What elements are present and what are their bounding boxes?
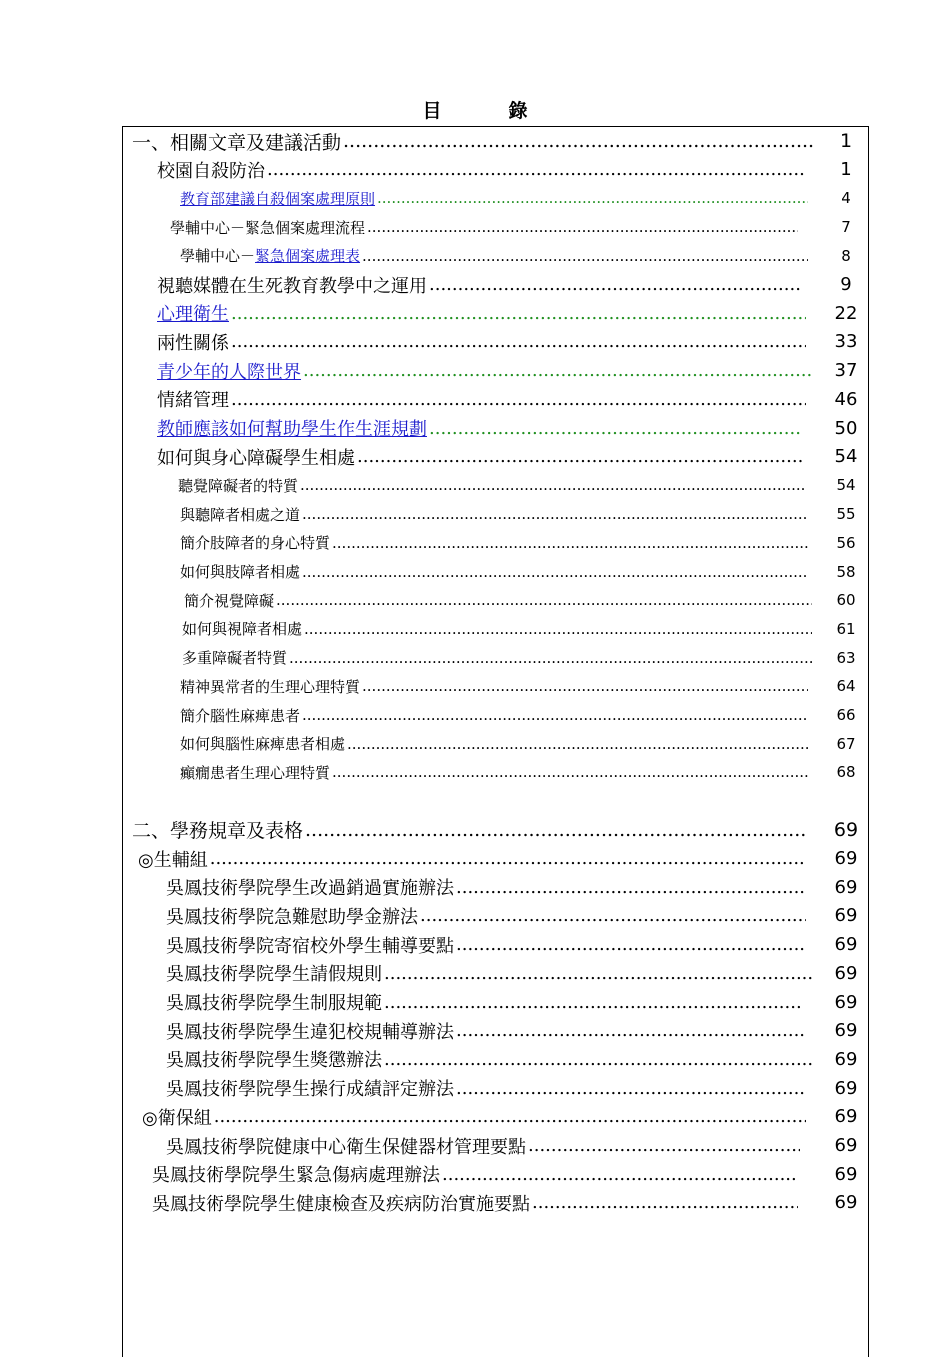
toc-page-number: 69 <box>834 1106 858 1128</box>
toc-entry-page-row <box>0 1189 950 1217</box>
toc-entry-text: 吳鳳技術學院學生操行成績評定辦法 <box>166 1079 454 1101</box>
toc-page-number: 69 <box>834 1192 858 1214</box>
toc-entry-page-row <box>0 357 950 385</box>
toc-entry-text: ◎生輔組 <box>138 849 208 871</box>
toc-entry-page-row <box>0 701 950 729</box>
toc-entry-page-row <box>0 127 950 155</box>
toc-page-number: 8 <box>841 246 851 265</box>
toc-page-number: 7 <box>841 218 851 237</box>
toc-page-number: 54 <box>836 476 856 495</box>
toc-entry-page-row <box>0 1132 950 1160</box>
toc-entry-text: 視聽媒體在生死教育教學中之運用 <box>157 275 427 297</box>
toc-entry-text: 癲癇患者生理心理特質 <box>180 763 331 782</box>
toc-entry-text: 簡介腦性麻痺患者 <box>180 706 301 725</box>
toc-entry-page-row <box>0 529 950 557</box>
toc-entry-page-row <box>0 1017 950 1045</box>
toc-page-number: 63 <box>836 648 856 667</box>
toc-entry-text: 與聽障者相處之道 <box>180 505 301 524</box>
toc-page-number: 69 <box>834 1020 858 1042</box>
toc-entry-page-row <box>0 1074 950 1102</box>
toc-entry-page-row <box>0 873 950 901</box>
toc-entry-page-row <box>0 615 950 643</box>
toc-page-number: 69 <box>834 1163 858 1185</box>
toc-page-number: 69 <box>834 934 858 956</box>
toc-entry-text: ◎衛保組 <box>142 1107 212 1129</box>
toc-page-number: 67 <box>836 734 856 753</box>
toc-entry-text: 一、相關文章及建議活動 <box>132 131 342 154</box>
toc-entry-text: 吳鳳技術學院學生違犯校規輔導辦法 <box>166 1021 454 1043</box>
toc-page-number: 55 <box>836 505 856 524</box>
toc-entry-page-row <box>0 816 950 844</box>
toc-page-number: 54 <box>834 446 858 468</box>
toc-entry-link[interactable]: 教育部建議自殺個案處理原則 <box>180 189 376 208</box>
toc-entry-text: 精神異常者的生理心理特質 <box>180 677 361 696</box>
toc-entry-label-prefix: 學輔中心－ <box>180 247 256 266</box>
toc-entry-text: 兩性關係 <box>157 332 229 354</box>
toc-entry-text: 簡介視覺障礙 <box>184 591 275 610</box>
toc-entry-text: 吳鳳技術學院健康中心衛生保健器材管理要點 <box>166 1136 526 1158</box>
toc-entry-text: 如何與腦性麻痺患者相處 <box>180 735 346 754</box>
toc-entry-page-row <box>0 443 950 471</box>
toc-entry-page-row <box>0 500 950 528</box>
toc-entry-page-row <box>0 902 950 930</box>
toc-entry-text: 如何與視障者相處 <box>182 620 303 639</box>
toc-entry-page-row <box>0 586 950 614</box>
toc-page-number: 69 <box>834 962 858 984</box>
toc-title: 目 錄 <box>422 100 552 122</box>
toc-page-number: 22 <box>834 302 858 324</box>
toc-page-number: 61 <box>836 619 856 638</box>
toc-entry-page-row <box>0 730 950 758</box>
toc-page-number: 69 <box>833 818 859 841</box>
toc-entry-page-row <box>0 328 950 356</box>
toc-page-number: 69 <box>834 905 858 927</box>
toc-entry-page-row <box>0 242 950 270</box>
toc-entry-page-row <box>0 184 950 212</box>
toc-entry-page-row <box>0 299 950 327</box>
toc-entry-text: 校園自殺防治 <box>157 160 265 182</box>
toc-entry-text: 如何與身心障礙學生相處 <box>157 447 355 469</box>
toc-entry-text: 吳鳳技術學院學生改過銷過實施辦法 <box>166 878 454 900</box>
toc-entry-text: 聽覺障礙者的特質 <box>178 476 299 495</box>
toc-entry-page-row <box>0 1045 950 1073</box>
toc-entry-page-row <box>0 644 950 672</box>
toc-entry-link[interactable]: 青少年的人際世界 <box>157 361 301 383</box>
toc-page-number: 69 <box>834 991 858 1013</box>
toc-page-number: 1 <box>839 130 853 152</box>
toc-page-number: 50 <box>834 417 858 439</box>
toc-entry-text: 學輔中心－緊急個案處理流程 <box>170 218 366 237</box>
toc-page-number: 56 <box>836 533 856 552</box>
toc-entry-page-row <box>0 414 950 442</box>
toc-entry-text: 吳鳳技術學院學生緊急傷病處理辦法 <box>152 1165 440 1187</box>
toc-page-number: 60 <box>836 591 856 610</box>
toc-entry-page-row <box>0 1160 950 1188</box>
toc-entry-text: 情緒管理 <box>157 390 229 412</box>
toc-entry-text: 吳鳳技術學院學生健康檢查及疾病防治實施要點 <box>152 1193 530 1215</box>
toc-page-number: 69 <box>834 876 858 898</box>
toc-entry-page-row <box>0 156 950 184</box>
toc-entry-text: 吳鳳技術學院學生請假規則 <box>166 964 382 986</box>
toc-page-number: 1 <box>840 159 852 181</box>
toc-page-number: 69 <box>834 1048 858 1070</box>
toc-entry-text: 吳鳳技術學院學生獎懲辦法 <box>166 1050 382 1072</box>
toc-entry-page-row <box>0 1103 950 1131</box>
toc-page-number: 33 <box>834 331 858 353</box>
toc-entry-page-row <box>0 471 950 499</box>
toc-entry-page-row <box>0 558 950 586</box>
toc-page-number: 4 <box>841 189 851 208</box>
toc-entry-text: 吳鳳技術學院寄宿校外學生輔導要點 <box>166 935 454 957</box>
toc-entry-page-row <box>0 931 950 959</box>
toc-entry-page-row <box>0 213 950 241</box>
toc-page-number: 69 <box>834 1135 858 1156</box>
toc-entry-page-row <box>0 385 950 413</box>
toc-page-number: 69 <box>834 848 858 869</box>
toc-entry-page-row <box>0 845 950 873</box>
toc-entry-page-row <box>0 959 950 987</box>
toc-page-number: 9 <box>840 274 852 295</box>
toc-entry-page-row <box>0 672 950 700</box>
toc-page-number: 68 <box>836 763 856 782</box>
toc-entry-text: 吳鳳技術學院學生制服規範 <box>166 993 382 1014</box>
toc-entry-text: 吳鳳技術學院急難慰助學金辦法 <box>166 906 418 928</box>
toc-entry-link[interactable]: 心理衛生 <box>157 304 229 326</box>
toc-page-number: 69 <box>834 1077 858 1099</box>
toc-entry-text: 多重障礙者特質 <box>182 649 288 668</box>
toc-page-number: 46 <box>834 388 858 410</box>
toc-entry-text: 如何與肢障者相處 <box>180 563 301 581</box>
toc-entry-page-row <box>0 271 950 299</box>
toc-entry-page-row <box>0 988 950 1016</box>
toc-page-number: 37 <box>834 360 858 382</box>
toc-entry-link[interactable]: 教師應該如何幫助學生作生涯規劃 <box>157 419 427 440</box>
toc-page-number: 58 <box>836 562 856 581</box>
toc-entry-page-row <box>0 758 950 786</box>
toc-entry-text: 二、學務規章及表格 <box>132 820 304 843</box>
toc-page-number: 66 <box>836 706 856 724</box>
toc-entry-link[interactable]: 緊急個案處理表 <box>255 247 361 266</box>
toc-entry-text: 簡介肢障者的身心特質 <box>180 534 331 553</box>
toc-page-number: 64 <box>836 677 856 696</box>
